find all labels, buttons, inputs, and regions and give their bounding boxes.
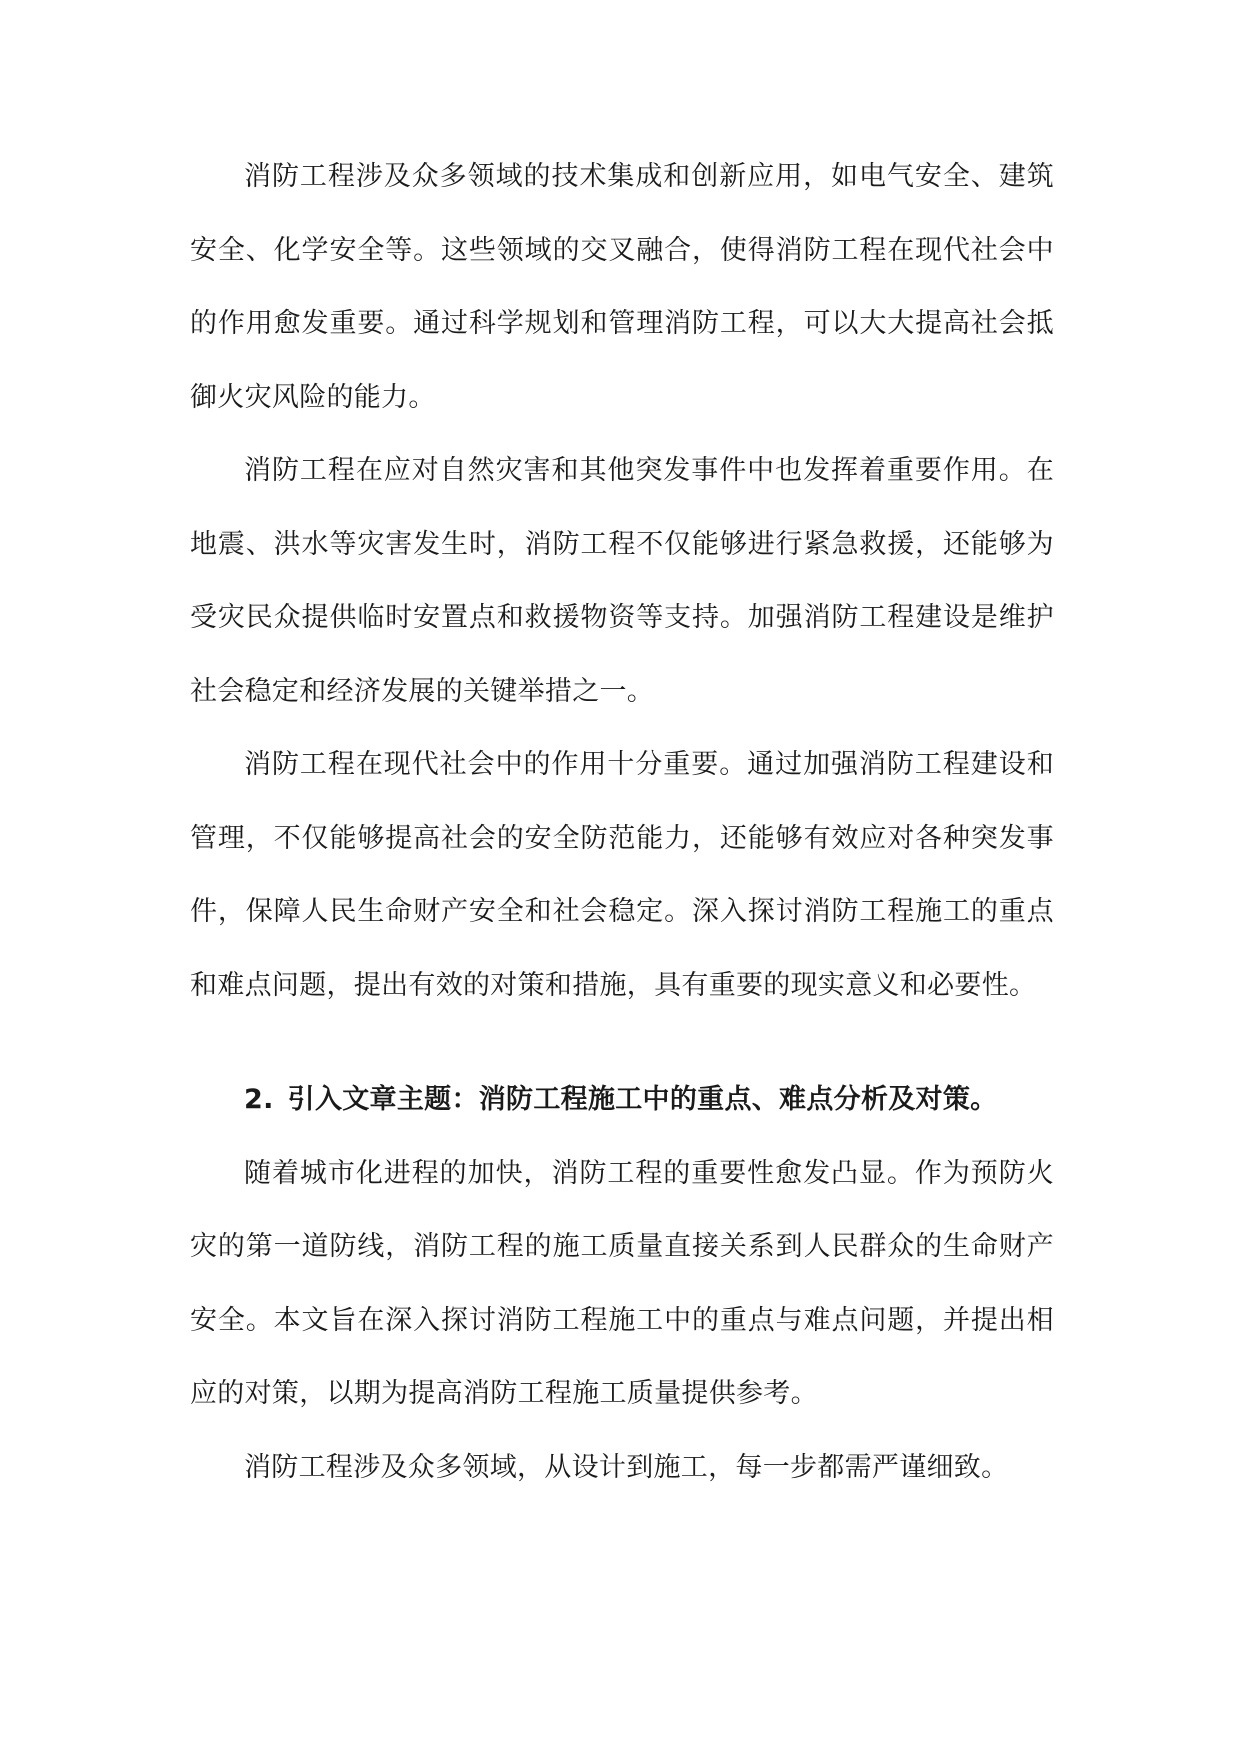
section-heading bbox=[190, 1063, 1054, 1137]
paragraph-2: 消防工程在应对自然灾害和其他突发事件中也发挥着重要作用。在地震、洪水等灾害发生时，消防工程不仅能够进行紧急救援，还能够为受灾民众提供临时安置点和救援物资等支持。加强消防工程建设是维护社会稳定和经济发展的关键举措之一。 bbox=[190, 455, 1054, 707]
paragraph-4: 随着城市化进程的加快，消防工程的重要性愈发凸显。作为预防火灾的第一道防线，消防工程的施工质量直接关系到人民群众的生命财产安全。本文旨在深入探讨消防工程施工中的重点与难点问题，并提出相应的对策，以期为提高消防工程施工质量提供参考。 bbox=[190, 1157, 1054, 1409]
paragraph-3: 消防工程在现代社会中的作用十分重要。通过加强消防工程建设和管理，不仅能够提高社会的安全防范能力，还能够有效应对各种突发事件，保障人民生命财产安全和社会稳定。深入探讨消防工程施工的重点和难点问题，提出有效的对策和措施，具有重要的现实意义和必要性。 bbox=[190, 749, 1054, 1001]
section-heading-number: 2. bbox=[244, 1084, 274, 1115]
paragraph-5: 消防工程涉及众多领域，从设计到施工，每一步都需严谨细致。 bbox=[244, 1451, 1009, 1483]
section-heading-text: 引入文章主题：消防工程施工中的重点、难点分析及对策。 bbox=[287, 1084, 998, 1115]
document-body bbox=[190, 140, 1054, 1504]
paragraph-1: 消防工程涉及众多领域的技术集成和创新应用，如电气安全、建筑安全、化学安全等。这些领域的交叉融合，使得消防工程在现代社会中的作用愈发重要。通过科学规划和管理消防工程，可以大大提高社会抵御火灾风险的能力。 bbox=[190, 161, 1054, 413]
